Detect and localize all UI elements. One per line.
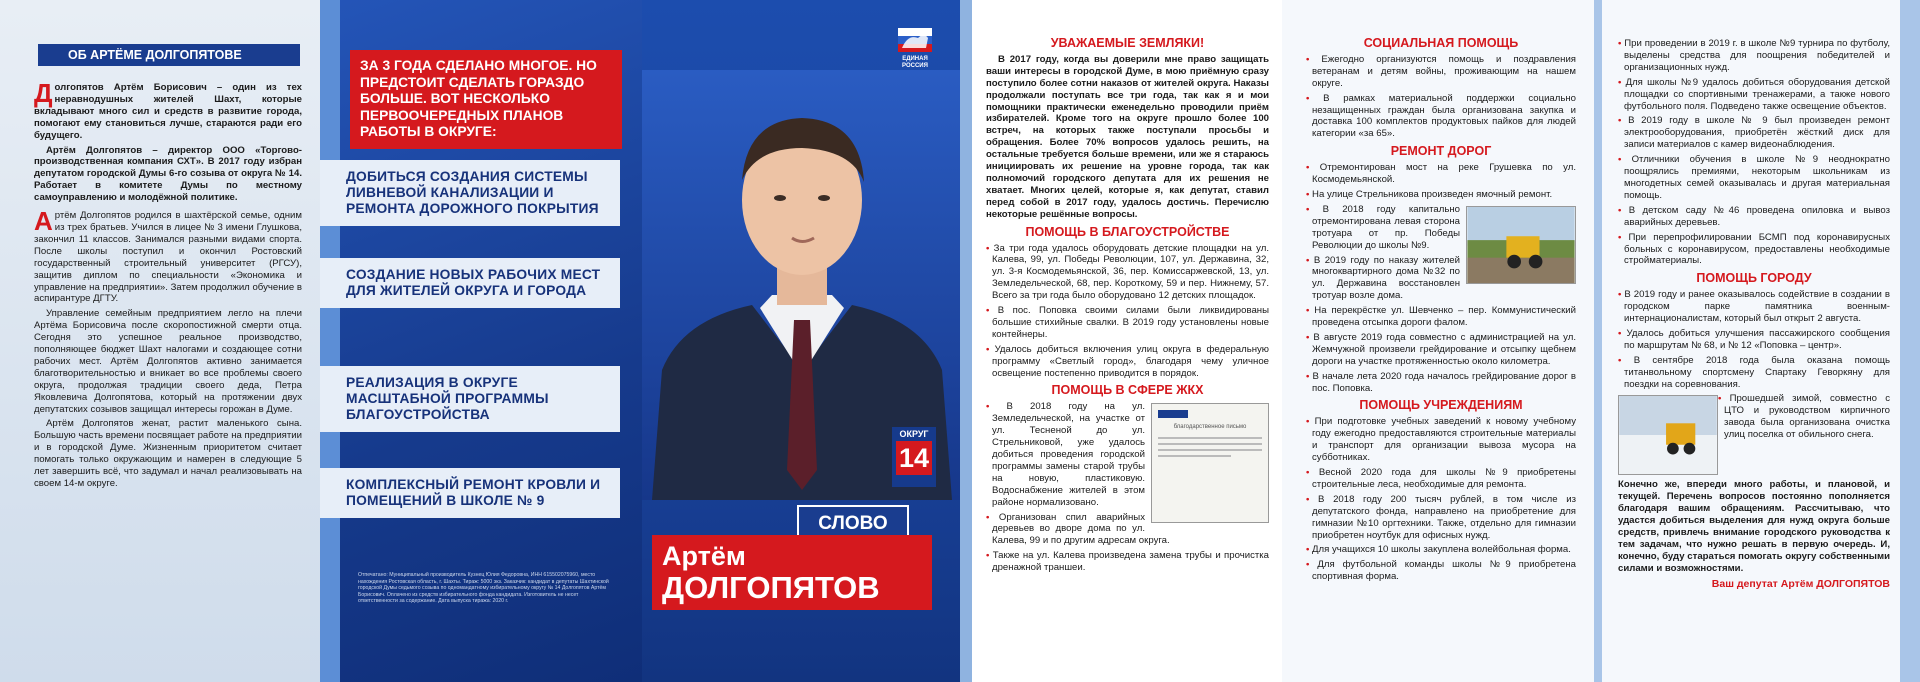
list-item: • Организован спил аварийных деревьев во дворе дома по ул. Калева, 99 и по другим адресам округа. <box>986 512 1269 548</box>
closing-text: Конечно же, впереди много работы, и плановой, и текущей. Перечень вопросов постоянно пополняется благодаря вашим обращениям. Рассчитываю, что удастся добиться выделения для нужд округа больше средств, привлечь внимание городского руководства к тем задачам, что нужно решать в первую очередь. И, конечно, буду стараться помогать округу собственными силами и возможностями. <box>1618 479 1890 574</box>
list-item: • Удалось добиться улучшения пассажирского сообщения по маршрутам № 68, и № 12 «Поповка – центр». <box>1618 328 1890 352</box>
plans-lead: ЗА 3 ГОДА СДЕЛАНО МНОГОЕ. НО ПРЕДСТОИТ СДЕЛАТЬ ГОРАЗДО БОЛЬШЕ. ВОТ НЕСКОЛЬКО ПЕРВООЧЕРЕДНЫХ ПЛАНОВ РАБОТЫ В ОКРУГЕ: <box>350 50 622 149</box>
letter-title: УВАЖАЕМЫЕ ЗЕМЛЯКИ! <box>1050 36 1205 50</box>
plan-item: КОМПЛЕКСНЫЙ РЕМОНТ КРОВЛИ И ПОМЕЩЕНИЙ В ШКОЛЕ № 9 <box>320 468 620 518</box>
document-photo: благодарственное письмо <box>1151 403 1269 523</box>
about-director: Артём Долгопятов – директор ООО «Торгово-производственная компания СХТ». В 2017 году избран депутатом городской Думы 6-го созыва от округа № 14. Работает в комитете Думы по местному самоуправлению и молодёжной политике. <box>34 144 302 204</box>
about-title: ОБ АРТЁМЕ ДОЛГОПЯТОВЕ <box>38 44 300 66</box>
blago-title: ПОМОЩЬ В БЛАГОУСТРОЙСТВЕ <box>1025 224 1230 239</box>
list-item: • В 2019 году и ранее оказывалось содействие в создании в городском парке памятника военным-интернационалистам, который был открыт 2 августа. <box>1618 289 1890 325</box>
list-item: • В 2018 году капитально отремонтирована левая сторона тротуара от пр. Победы Революции до школы №9. <box>1306 204 1576 252</box>
fine-print: Отпечатано: Муниципальный производитель Кузнец Юлия Федоровна, ИНН 615502075960, место нахождения Ростовская область, г. Шахты. Тираж: 5000 экз. Заказчик: кандидат в депутаты Шахтинской городской Думы седьмого созыва по одномандатному избирательному округу № 14 Долгопятов Артём Борисович. Оплачено из средств избирательного фонда кандидата. Изготовитель не несет ответственности за содержание. Дата выпуска тиража: 2020 г. <box>358 572 609 605</box>
list-item: • В 2018 году 200 тысяч рублей, в том числе из депутатского фонда, направлено на приобретение для гимназии №10 оргтехники. Также, отдельно для гимназии приобретен ноутбук для офисных нужд. <box>1306 494 1576 542</box>
party-logo: ЕДИНАЯ РОССИЯ <box>892 28 938 70</box>
social-title: СОЦИАЛЬНАЯ ПОМОЩЬ <box>1363 36 1519 50</box>
list-item: • В 2019 году по наказу жителей многоквартирного дома №32 по ул. Державина восстановлен тротуар возле дома. <box>1306 255 1576 303</box>
list-item: • В сентябре 2018 года была оказана помощь титанвольному спортсмену Спартаку Геворкяну для поездки на соревнования. <box>1618 355 1890 391</box>
list-item: • Для учащихся 10 школы закуплена волейбольная форма. <box>1306 544 1576 556</box>
candidate-first-name: Артём <box>662 541 746 571</box>
candidate-name <box>652 535 932 610</box>
slogan: СЛОВО <box>797 505 909 563</box>
list-item: • Весной 2020 года для школы №9 приобретены строительные леса, необходимые для ремонта. <box>1306 467 1576 491</box>
list-item: • На перекрёстке ул. Шевченко – пер. Коммунистический проведена отсыпка дороги фалом. <box>1306 305 1576 329</box>
about-panel <box>0 0 320 682</box>
plan-item: ДОБИТЬСЯ СОЗДАНИЯ СИСТЕМЫ ЛИВНЕВОЙ КАНАЛИЗАЦИИ И РЕМОНТА ДОРОЖНОГО ПОКРЫТИЯ <box>320 160 620 226</box>
about-bio-2: Управление семейным предприятием легло на плечи Артёма Борисовича после скоропостижной смерти отца. Сегодня это успешное реальное производство, пополняющее бюджет Шахт налогами и создающее сотни рабочих мест. Артём Долгопятов активно занимается благотворительностью и вникает во все проблемы своего округа, продолжая традиции своего деда, Петра Яковлевича Долгопятова, который на протяжении двух депутатских созывов защищал интересы горожан в Думе. <box>34 308 302 415</box>
list-item: • При перепрофилировании БСМП под коронавирусных больных с коронавирусом, предоставлены необходимые стройматериалы. <box>1618 232 1890 268</box>
candidate-last-name: ДОЛГОПЯТОВ <box>662 570 880 605</box>
road-work-photo <box>1466 206 1576 284</box>
side-band <box>960 0 972 682</box>
plan-item: РЕАЛИЗАЦИЯ В ОКРУГЕ МАСШТАБНОЙ ПРОГРАММЫ БЛАГОУСТРОЙСТВА <box>320 366 620 432</box>
letter-column <box>986 38 1269 577</box>
letter-text: В 2017 году, когда вы доверили мне право защищать ваши интересы в городской Думе, в мою приёмную сразу поступило более сотни наказов от жителей округа. Наказы продолжали поступать все три года, так как я и мои помощники практически еженедельно проводили приём избирателей. Кроме того на округе прошло более 100 встреч, на которых также поступали просьбы и обращения. Более 70% вопросов удалось решить, на остальные требуется больше времени, или же я стараюсь инициировать их решение на уровне города, так как полномочий городского депутата для их решения не хватает. Многих целей, которые я, как депутат, ставил перед собой в 2017 году, удалось достичь. Перечислю некоторые решённые вопросы. <box>986 53 1269 220</box>
list-item: • В 2018 году на ул. Земледельческой, на участке от ул. Тесненой до ул. Стрельниковой, уже удалось добиться проведения городской программы замены старой трубы на новую, пластиковую. Водоснабжение жителей в этом районе нормализовано. <box>986 401 1269 508</box>
right-column <box>1618 38 1890 591</box>
snow-cleaning-photo <box>1618 395 1718 475</box>
list-item: • При проведении в 2019 г. в школе №9 турнира по футболу, выделены средства для поощрения победителей и организационных нужд. <box>1618 38 1890 74</box>
drop-cap: Д <box>34 78 53 108</box>
side-stripe <box>320 0 340 682</box>
bear-logo-icon <box>898 28 932 54</box>
okrug-badge <box>892 427 936 487</box>
middle-column <box>1306 38 1576 586</box>
side-band <box>1900 0 1920 682</box>
signature: Ваш депутат Артём ДОЛГОПЯТОВ <box>1711 577 1890 590</box>
list-item: • На улице Стрельникова произведен ямочный ремонт. <box>1306 189 1576 201</box>
list-item: • Прошедшей зимой, совместно с ЦТО и руководством кирпичного завода была организована очистка улиц поселка от обильного снега. <box>1618 393 1890 441</box>
cover-panel <box>642 0 960 682</box>
list-item: • В рамках материальной поддержки социально незащищенных граждан была организована закупка и доставка 100 комплектов продуктовых пайков для людей категории «за 65». <box>1306 93 1576 141</box>
about-intro: олгопятов Артём Борисович – один из тех неравнодушных жителей Шахт, которые вкладывают много сил и средств в развитие города, помогают ему становиться лучше, стараются ради его будущего. <box>34 82 302 141</box>
list-item: • В августе 2019 года совместно с администрацией на ул. Жемчужной произвели грейдирование и отсыпку щебнем дороги на участке протяженностью около километра. <box>1306 332 1576 368</box>
list-item: • При подготовке учебных заведений к новому учебному году ежегодно предоставляются строительные материалы и транспорт для организации вывоза мусора на субботниках. <box>1306 416 1576 464</box>
inst-title: ПОМОЩЬ УЧРЕЖДЕНИЯМ <box>1359 398 1523 413</box>
right-panel <box>1602 0 1920 682</box>
okrug-label: ОКРУГ <box>892 427 936 439</box>
list-item: • Удалось добиться включения улиц округа в федеральную программу «Светлый город», благодаря чему уличное освещение постепенно приводится в порядок. <box>986 344 1269 380</box>
list-item: • В пос. Поповка своими силами были ликвидированы большие стихийные свалки. В 2019 году установлены новые контейнеры. <box>986 305 1269 341</box>
plan-item: СОЗДАНИЕ НОВЫХ РАБОЧИХ МЕСТ ДЛЯ ЖИТЕЛЕЙ ОКРУГА И ГОРОДА <box>320 258 620 308</box>
about-bio-1: ртём Долгопятов родился в шахтёрской семье, одним из трех братьев. Учился в лицее № 3 имени Глушкова, закончил 11 классов. Занимался разными видами спорта. После школы поступил и окончил Ростовский государственный строительный университет (РГСУ), защитив диплом по специальности «Экономика и управление на предприятии». Затем продолжил обучение в аспирантуре ДГТУ. <box>34 210 302 305</box>
list-item: • Для футбольной команды школы №9 приобретена спортивная форма. <box>1306 559 1576 583</box>
about-bio-3: Артём Долгопятов женат, растит маленького сына. Большую часть времени посвящает работе на предприятии и в городской Думе. Жизненным приоритетом считает помогать только окружающим и намерен в следующие 5 лет завершить всё, что задумал и начал реализовывать на своем 14-м округе. <box>34 418 302 489</box>
list-item: • Также на ул. Калева произведена замена трубы и прочистка дренажной траншеи. <box>986 550 1269 574</box>
plans-panel <box>320 0 642 682</box>
list-item: • В 2019 году в школе № 9 был произведен ремонт электрооборудования, приобретён жёсткий диск для записи материалов с камер видеонаблюдения. <box>1618 115 1890 151</box>
list-item: • Отремонтирован мост на реке Грушевка по ул. Космодемьянской. <box>1306 162 1576 186</box>
roads-title: РЕМОНТ ДОРОГ <box>1390 144 1492 159</box>
middle-panel <box>1282 0 1602 682</box>
list-item: • За три года удалось оборудовать детские площадки на ул. Калева, 99, ул. Победы Революции, 107, ул. Державина, 32, ул. 3-я Космодемьянской, 36, пер. Комиссаржевской, 13, ул. Земледельческой, 68, пер. Короткому, 59 и пер. Нижнему, 57. Всего за три года было оборудовано 12 детских площадок. <box>986 243 1269 303</box>
side-band <box>1594 0 1602 682</box>
letter-panel <box>960 0 1282 682</box>
list-item: • Отличники обучения в школе №9 неоднократно поощрялись премиями, некоторым школьникам из многодетных семей оказывалась и другая материальная помощь. <box>1618 154 1890 202</box>
zhkh-title: ПОМОЩЬ В СФЕРЕ ЖКХ <box>1051 383 1204 398</box>
okrug-number: 14 <box>896 441 932 475</box>
drop-cap: А <box>34 206 53 237</box>
list-item: • В детском саду №46 проведена опиловка и вывоз аварийных деревьев. <box>1618 205 1890 229</box>
about-text <box>34 78 302 493</box>
list-item: • Ежегодно организуются помощь и поздравления ветеранам и детям войны, проживающим на нашем округе. <box>1306 54 1576 90</box>
list-item: • В начале лета 2020 года началось грейдирование дорог в пос. Поповка. <box>1306 371 1576 395</box>
city-title: ПОМОЩЬ ГОРОДУ <box>1696 271 1812 286</box>
list-item: • Для школы №9 удалось добиться оборудования детской площадки со спортивными тренажерами, а также нового футбольного поля. Подведено также освещение объектов. <box>1618 77 1890 113</box>
